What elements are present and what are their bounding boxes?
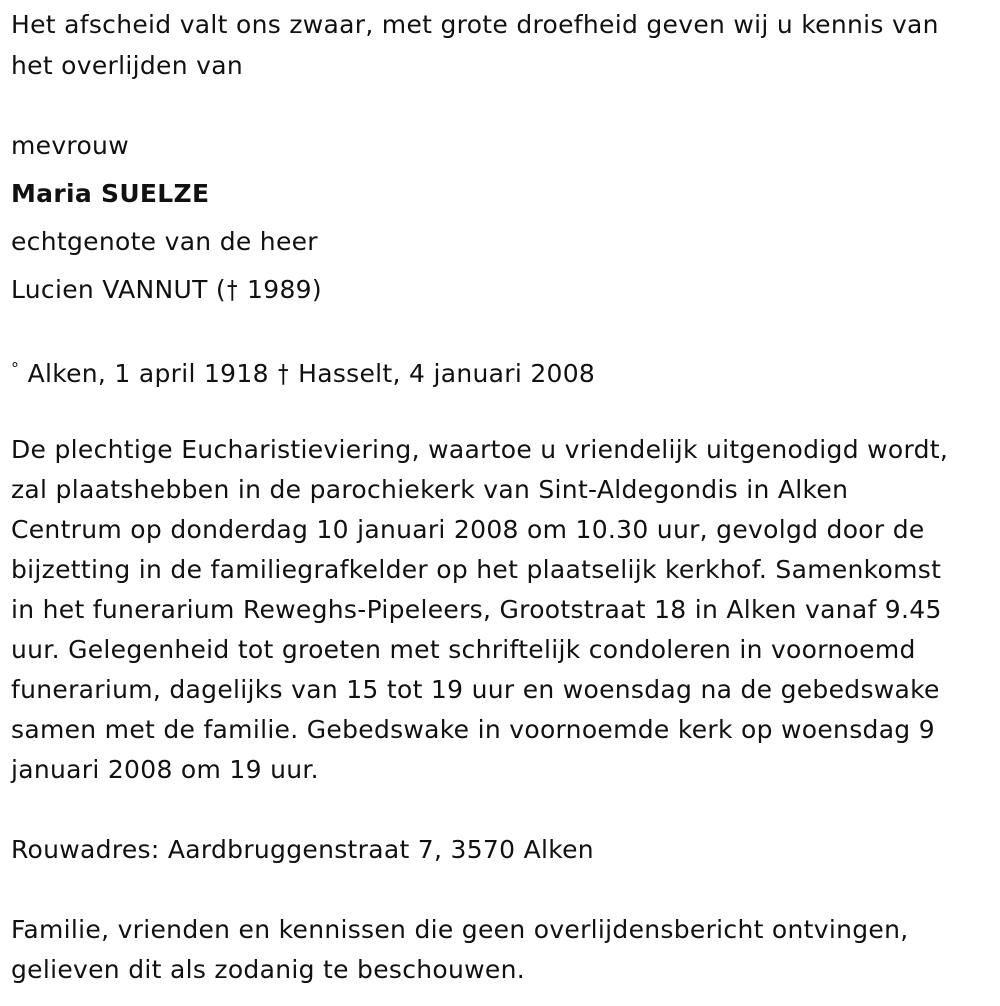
birth-date-place: Alken, 1 april 1918	[27, 359, 269, 388]
cross-icon: †	[226, 275, 238, 304]
ceremony-line: De plechtige Eucharistieviering, waartoe u vriendelijk uitgenodigd wordt,	[11, 435, 949, 464]
deceased-name: Maria SUELZE	[11, 179, 210, 208]
ceremony-line: Centrum op donderdag 10 januari 2008 om 10.30 uur, gevolgd door de	[11, 515, 925, 544]
ceremony-line: funerarium, dagelijks van 15 tot 19 uur en woensdag na de gebedswake	[11, 675, 940, 704]
deceased-title: mevrouw	[11, 131, 129, 160]
death-date-place: Hasselt, 4 januari 2008	[298, 359, 596, 388]
life-dates	[11, 349, 595, 394]
mourning-address: Rouwadres: Aardbruggenstraat 7, 3570 Alken	[11, 835, 594, 864]
spouse-death-year: 1989)	[247, 275, 322, 304]
ceremony-line: januari 2008 om 19 uur.	[11, 755, 319, 784]
closing-line-1: Familie, vrienden en kennissen die geen overlijdensbericht ontvingen,	[11, 915, 909, 944]
closing-line-2: gelieven dit als zodanig te beschouwen.	[11, 955, 525, 984]
intro-line-1: Het afscheid valt ons zwaar, met grote droefheid geven wij u kennis van	[11, 10, 939, 39]
cross-icon: †	[278, 359, 289, 388]
ceremony-line: zal plaatshebben in de parochiekerk van Sint-Aldegondis in Alken	[11, 475, 849, 504]
spouse-line	[11, 270, 322, 310]
spouse-name: Lucien VANNUT (	[11, 275, 226, 304]
ceremony-line: bijzetting in de familiegrafkelder op het plaatselijk kerkhof. Samenkomst	[11, 555, 942, 584]
ceremony-line: samen met de familie. Gebedswake in voornoemde kerk op woensdag 9	[11, 715, 935, 744]
intro-line-2: het overlijden van	[11, 51, 243, 80]
deceased-relation: echtgenote van de heer	[11, 227, 318, 256]
birth-symbol-icon: °	[11, 359, 20, 378]
ceremony-line: uur. Gelegenheid tot groeten met schriftelijk condoleren in voornoemd	[11, 635, 916, 664]
ceremony-line: in het funerarium Reweghs-Pipeleers, Grootstraat 18 in Alken vanaf 9.45	[11, 595, 942, 624]
